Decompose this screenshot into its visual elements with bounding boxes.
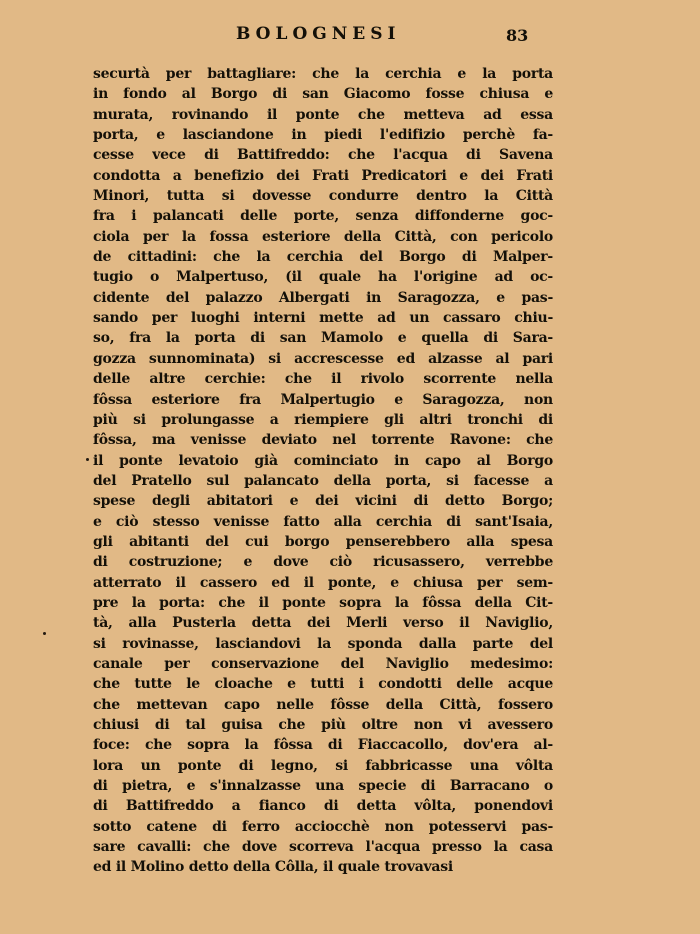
text-line: gozza sunnominata) si accrescesse ed alzasse al pari [93,350,553,367]
text-line: murata, rovinando il ponte che metteva ad essa [93,106,553,123]
text-line: di Battifreddo a fianco di detta vôlta, ponendovi [93,798,553,815]
text-line: delle altre cerchie: che il rivolo scorrente nella [93,371,553,388]
text-line: di pietra, e s'innalzasse una specie di Barracano o [93,778,553,795]
text-line: porta, e lasciandone in piedi l'edifizio perchè fa- [93,127,553,144]
text-line: tà, alla Pusterla detta dei Merli verso il Naviglio, [93,615,553,632]
text-line: che mettevan capo nelle fôsse della Città, fossero [93,696,553,713]
text-line: fôssa, ma venisse deviato nel torrente Ravone: che [93,432,553,449]
text-line: fôssa esteriore fra Malpertugio e Saragozza, non [93,391,553,408]
text-line: sotto catene di ferro acciocchè non potesservi pas- [93,818,553,835]
text-line: e ciò stesso venisse fatto alla cerchia di sant'Isaia, [93,513,553,530]
text-line: lora un ponte di legno, si fabbricasse una vôlta [93,757,553,774]
text-line: gli abitanti del cui borgo penserebbero alla spesa [93,533,553,550]
text-line: foce: che sopra la fôssa di Fiaccacollo, dov'era al- [93,737,553,754]
text-line: canale per conservazione del Naviglio medesimo: [93,655,553,672]
text-line: del Pratello sul palancato della porta, si facesse a [93,472,553,489]
body-text [93,64,553,878]
text-line: chiusi di tal guisa che più oltre non vi avessero [93,717,553,733]
text-line: in fondo al Borgo di san Giacomo fosse chiusa e [93,86,553,103]
running-head [0,24,700,48]
text-line: il ponte levatoio già cominciato in capo al Borgo [93,452,553,469]
text-line: che tutte le cloache e tutti i condotti delle acque [93,676,553,693]
ink-speck [86,458,89,461]
text-line: più si prolungasse a riempiere gli altri tronchi di [93,411,553,428]
text-line: ciola per la fossa esteriore della Città, con pericolo [93,228,553,245]
text-line: sando per luoghi interni mette ad un cassaro chiu- [93,310,553,327]
text-line: securtà per battagliare: che la cerchia e la porta [93,66,553,82]
text-line: cesse vece di Battifreddo: che l'acqua di Savena [93,147,553,164]
ink-speck [43,632,46,635]
text-line: fra i palancati delle porte, senza diffonderne goc- [93,208,553,225]
text-line: di costruzione; e dove ciò ricusassero, verrebbe [93,554,553,571]
text-line: ed il Molino detto della Côlla, il quale trovavasi [93,859,453,876]
text-line: sare cavalli: che dove scorreva l'acqua presso la casa [93,839,553,856]
text-line: atterrato il cassero ed il ponte, e chiusa per sem- [93,574,553,591]
text-line: pre la porta: che il ponte sopra la fôssa della Cit- [93,594,553,611]
text-line: spese degli abitatori e dei vicini di detto Borgo; [93,493,553,510]
text-line: tugio o Malpertuso, (il quale ha l'origine ad oc- [93,269,553,286]
text-line: cidente del palazzo Albergati in Saragozza, e pas- [93,289,553,306]
text-line: si rovinasse, lasciandovi la sponda dalla parte del [93,635,553,652]
text-line: de cittadini: che la cerchia del Borgo di Malper- [93,249,553,266]
page-number: 83 [506,26,529,45]
text-line: condotta a benefizio dei Frati Predicatori e dei Frati [93,167,553,184]
running-title: BOLOGNESI [236,24,401,44]
text-line: Minori, tutta si dovesse condurre dentro la Città [93,188,553,205]
text-line: so, fra la porta di san Mamolo e quella di Sara- [93,330,553,347]
